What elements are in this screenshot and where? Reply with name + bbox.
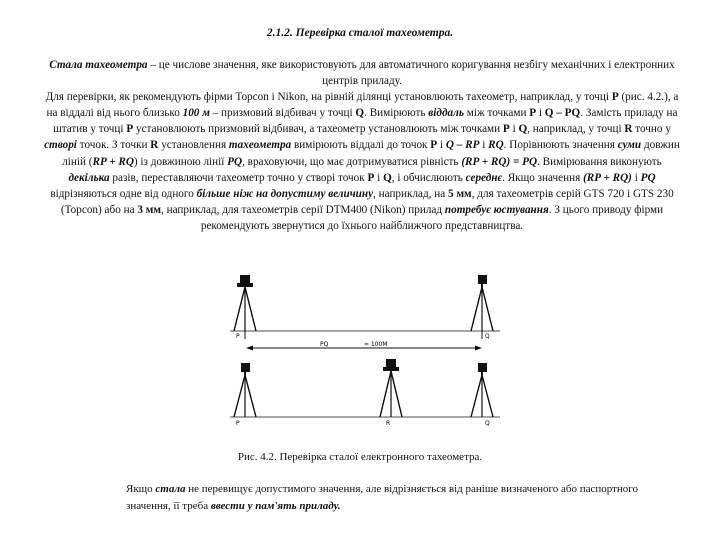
text-run: і bbox=[631, 171, 641, 184]
tripod-instrument-top-p bbox=[234, 275, 256, 339]
text-run: вимірюють віддалі до точок bbox=[291, 139, 431, 152]
point-label: P bbox=[611, 91, 619, 104]
emphasis: середнє bbox=[465, 171, 503, 184]
label-r-bottom: R bbox=[386, 420, 391, 427]
tripod-reflector-bottom-p bbox=[234, 363, 256, 417]
point-label: R bbox=[150, 139, 159, 152]
text-run: відрізняються одне від одного bbox=[50, 187, 197, 200]
tolerance-value: 3 мм bbox=[137, 203, 161, 216]
text-run: . Порівнюють значення bbox=[503, 139, 618, 152]
body-paragraph bbox=[42, 57, 682, 234]
text-run: . Вимірювання виконують bbox=[537, 155, 662, 168]
point-label: P bbox=[529, 107, 537, 120]
label-distance: ≈ 100М bbox=[364, 341, 388, 348]
text-run: – це числове значення, яке використовують для автоматичного коригування незбігу механічних і електронних центрів приладу. bbox=[147, 59, 675, 88]
label-p-bottom: P bbox=[236, 420, 240, 427]
arrowhead-right bbox=[475, 346, 482, 351]
text-run: , для тахеометрів серій GTS 720 і GTS 230 (Topcon) або на bbox=[60, 187, 674, 216]
emphasis: тахеометра bbox=[228, 139, 292, 152]
point-label: Q – RP bbox=[445, 139, 480, 152]
text-run: і bbox=[479, 139, 489, 152]
closing-paragraph bbox=[126, 481, 666, 515]
label-q-top: Q bbox=[485, 333, 490, 340]
point-label: P bbox=[367, 171, 375, 184]
point-label: P bbox=[430, 139, 438, 152]
text-run: . Якщо значення bbox=[502, 171, 584, 184]
emphasis: створі bbox=[44, 139, 77, 152]
text-run: між точками bbox=[463, 107, 530, 120]
tripod-reflector-bottom-q bbox=[471, 363, 493, 417]
tripod-instrument-bottom-r bbox=[380, 359, 402, 417]
text-run: , наприклад, на bbox=[373, 187, 449, 200]
text-run: , наприклад, для тахеометрів серії DTM400 (Nikon) прилад bbox=[160, 203, 445, 216]
text-run: установлення bbox=[158, 139, 229, 152]
emphasis: потребує юстування bbox=[444, 203, 549, 216]
point-label: PQ bbox=[640, 171, 656, 184]
text-run: (рис. 4.2.), а на віддалі від нього близько bbox=[46, 91, 679, 120]
point-label: PQ bbox=[227, 155, 243, 168]
text-run: , і обчислюють bbox=[391, 171, 466, 184]
text-run: . Вимірюють bbox=[364, 107, 429, 120]
text-run: точно у bbox=[632, 123, 671, 136]
label-pq: PQ bbox=[320, 341, 329, 348]
text-run: і bbox=[536, 107, 545, 120]
point-label: Q bbox=[355, 107, 365, 120]
tolerance-value: 5 мм bbox=[448, 187, 472, 200]
text-run: установлюють призмовий відбивач, а тахеометр установлюють між точками bbox=[133, 123, 503, 136]
point-label: Q bbox=[383, 171, 392, 184]
distance-value: 100 м bbox=[182, 107, 210, 120]
emphasis: ввести у пам'ять приладу. bbox=[210, 500, 341, 512]
label-p-top: P bbox=[236, 333, 240, 340]
formula: RP + RQ bbox=[92, 155, 134, 168]
emphasis: декілька bbox=[68, 171, 110, 184]
text-run: і bbox=[437, 139, 446, 152]
point-label: Q – PQ bbox=[544, 107, 581, 120]
text-run: і bbox=[509, 123, 519, 136]
point-label: RQ bbox=[488, 139, 504, 152]
text-run: ) із довжиною лінії bbox=[133, 155, 228, 168]
emphasis: суми bbox=[617, 139, 642, 152]
point-label: R bbox=[624, 123, 633, 136]
point-label: P bbox=[126, 123, 134, 136]
figure-caption: Рис. 4.2. Перевірка сталої електронного тахеометра. bbox=[237, 451, 483, 463]
point-label: P bbox=[502, 123, 510, 136]
tripod-diagram bbox=[228, 265, 502, 440]
text-run: і bbox=[374, 171, 384, 184]
text-run: , враховуючи, що має дотримуватися рівність bbox=[242, 155, 462, 168]
tripod-reflector-top-q bbox=[471, 275, 493, 339]
text-run: довжин ліній ( bbox=[62, 139, 680, 168]
formula: (RP + RQ) = PQ bbox=[461, 155, 538, 168]
section-heading: 2.1.2. Перевірка сталої тахеометра. bbox=[266, 27, 454, 39]
text-run: Для перевірки, як рекомендують фірми Topcon і Nikon, на рівній ділянці установлюють тахеометр, наприклад, у точці bbox=[45, 91, 612, 104]
label-q-bottom: Q bbox=[485, 420, 490, 427]
term-stala: Стала тахеометра bbox=[49, 59, 148, 71]
text-run: разів, переставляючи тахеометр точно у створі точок bbox=[109, 171, 368, 184]
text-run: . Замість приладу на штатив у точці bbox=[53, 107, 678, 136]
text-run: не перевищує допустимого значення, але відрізняється від раніше визначеного або паспортного значення, її треба bbox=[126, 483, 639, 512]
arrowhead-left bbox=[246, 346, 253, 351]
text-run: . З цього приводу фірми рекомендують звернутися до їхнього найближчого представництва. bbox=[200, 203, 664, 232]
text-run: , наприклад, у точці bbox=[527, 123, 625, 136]
emphasis: віддаль bbox=[428, 107, 464, 120]
formula: (RP + RQ) bbox=[583, 171, 632, 184]
text-run: точок. З точки bbox=[76, 139, 151, 152]
emphasis: більше ніж на допустиму величину bbox=[196, 187, 374, 200]
emphasis: стала bbox=[155, 483, 186, 495]
point-label: Q bbox=[518, 123, 528, 136]
text-run: Якщо bbox=[126, 483, 156, 495]
text-run: – призмовий відбивач у точці bbox=[209, 107, 356, 120]
